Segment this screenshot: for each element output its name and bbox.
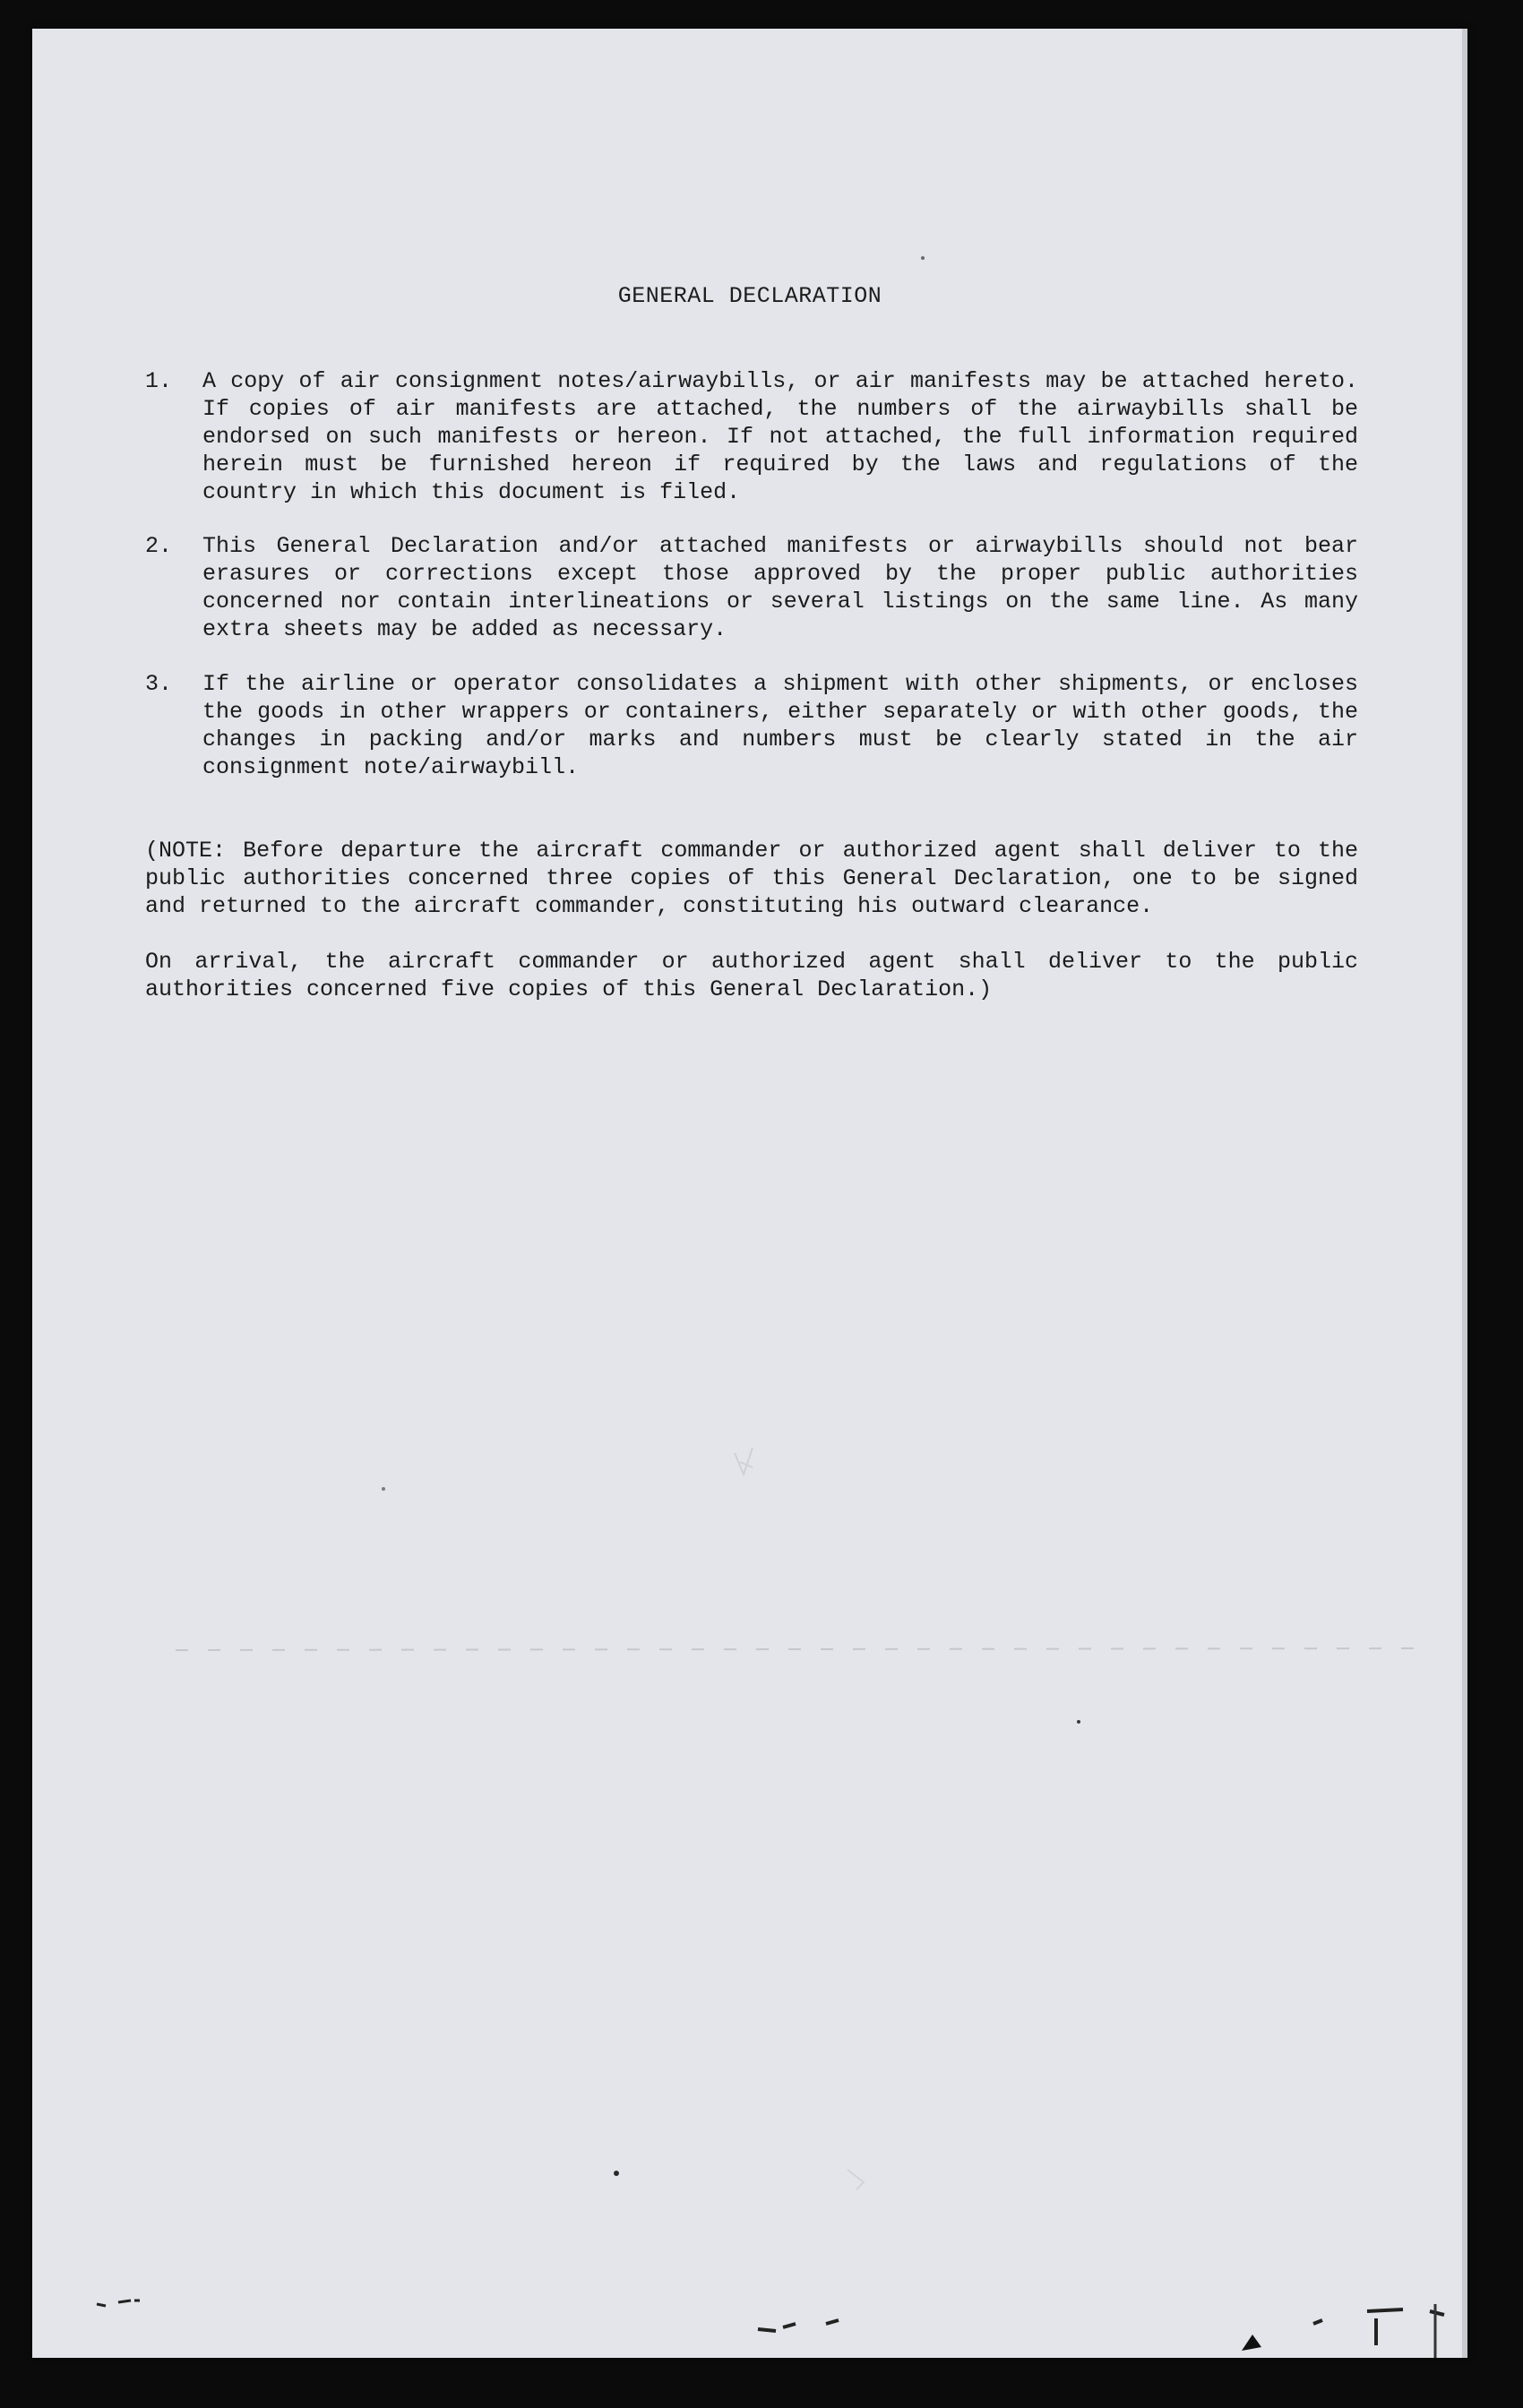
item-text: This General Declaration and/or attached manifests or airwaybills should not bear erasures or corrections except those approved by the proper public authorities concerned nor contain interlineations or several listings on the same line. As many extra sheets may be added as necessary. <box>202 533 1358 642</box>
declaration-item-2 <box>145 532 1358 649</box>
declaration-item-3 <box>145 670 1358 787</box>
note-arrival: On arrival, the aircraft commander or authorized agent shall deliver to the public authorities concerned five copies of this General Declaration.) <box>145 949 1358 1002</box>
item-number: 3. <box>145 671 173 697</box>
document-title: GENERAL DECLARATION <box>617 283 882 309</box>
item-number: 2. <box>145 533 173 559</box>
document-page <box>32 29 1467 2358</box>
item-text: A copy of air consignment notes/airwaybills, or air manifests may be attached hereto. If copies of air manifests are attached, the numbers of the airwaybills shall be endorsed on such manifests or hereon. If not attached, the full information required herein must be furnished hereon if required by the laws and regulations of the country in which this document is filed. <box>202 368 1358 505</box>
declaration-item-1 <box>145 367 1358 511</box>
item-number: 1. <box>145 368 173 394</box>
note-departure: (NOTE: Before departure the aircraft commander or authorized agent shall deliver to the public authorities concerned three copies of this General Declaration, one to be signed and returned to the aircraft commander, constituting his outward clearance. <box>145 838 1358 919</box>
page-edge <box>1462 29 1467 2358</box>
item-text: If the airline or operator consolidates a shipment with other shipments, or encloses the goods in other wrappers or containers, either separately or with other goods, the changes in packing and/or marks and numbers must be clearly stated in the air consignment note/airwaybill. <box>202 671 1358 780</box>
